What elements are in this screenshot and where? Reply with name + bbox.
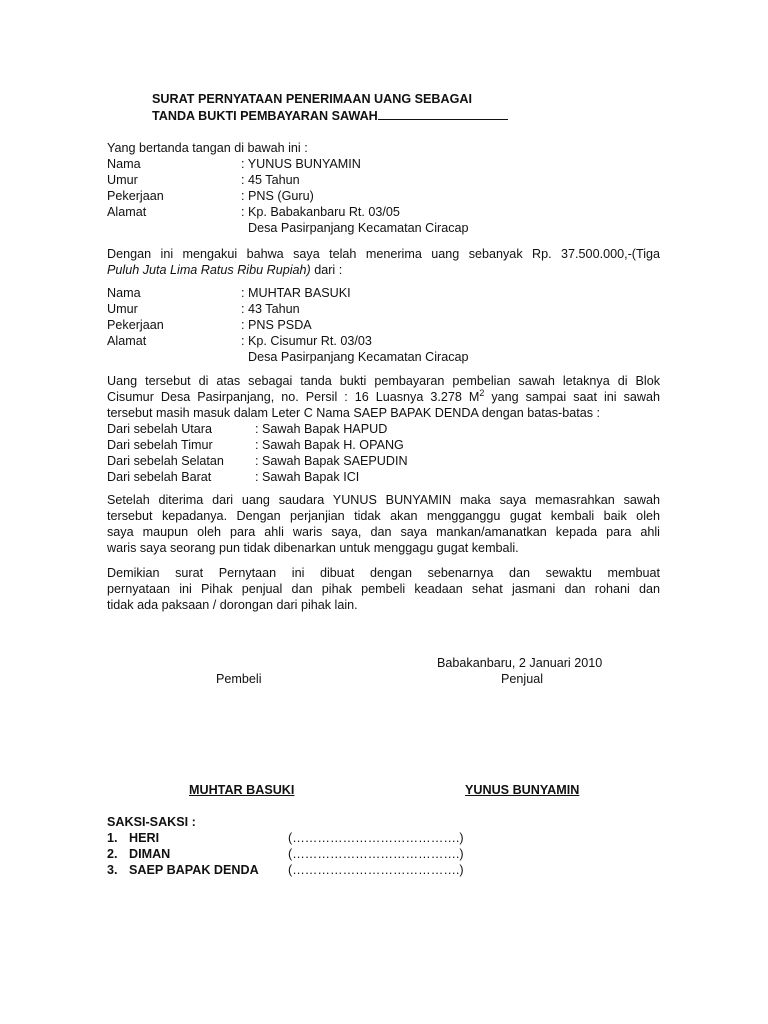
seller-value: : PNS (Guru)	[241, 189, 314, 203]
witness-signature-line: (………………………………….)	[288, 863, 464, 877]
buyer-signature-name: MUHTAR BASUKI	[189, 783, 295, 797]
handover-line-text: tersebut kepadanya. Dengan perjanjian tidak akan mengganggu gugat kembali baik oleh	[107, 509, 660, 523]
land-line1-text: Uang tersebut di atas sebagai tanda bukti pembayaran pembelian sawah letaknya di Blok	[107, 374, 660, 388]
document-title-line1: SURAT PERNYATAAN PENERIMAAN UANG SEBAGAI	[152, 92, 472, 106]
statement-line2	[107, 262, 342, 278]
closing-line	[107, 565, 660, 581]
closing-line-text: Demikian surat Pernytaan ini dibuat dengan sebenarnya dan sewaktu membuat	[107, 566, 660, 580]
statement-line2-rest: dari :	[310, 263, 343, 277]
intro-text: Yang bertanda tangan di bawah ini :	[107, 141, 308, 155]
buyer-value: : Kp. Cisumur Rt. 03/03	[241, 334, 372, 348]
handover-line-last: waris saya seorang pun tidak dibenarkan untuk menggagu gugat kembali.	[107, 541, 519, 555]
place-date: Babakanbaru, 2 Januari 2010	[437, 656, 603, 670]
buyer-label: Nama	[107, 286, 141, 300]
seller-value: : 45 Tahun	[241, 173, 300, 187]
handover-line	[107, 492, 660, 508]
statement-line1	[107, 246, 660, 262]
buyer-value: : 43 Tahun	[241, 302, 300, 316]
witness-name: SAEP BAPAK DENDA	[129, 863, 259, 877]
witness-number: 3.	[107, 863, 118, 877]
buyer-value: : PNS PSDA	[241, 318, 312, 332]
document-title-line2	[152, 107, 508, 124]
buyer-label: Alamat	[107, 334, 147, 348]
land-line1	[107, 373, 660, 389]
land-line2-text-a: Cisumur Desa Pasirpanjang, no. Persil : 16 Luasnya 3.278 M	[107, 390, 480, 404]
witness-name: HERI	[129, 831, 160, 845]
seller-role-label: Penjual	[501, 672, 544, 686]
border-label: Dari sebelah Selatan	[107, 454, 224, 468]
border-label: Dari sebelah Barat	[107, 470, 212, 484]
witness-name: DIMAN	[129, 847, 171, 861]
statement-line1-text: Dengan ini mengakui bahwa saya telah menerima uang sebanyak Rp. 37.500.000,-(Tiga	[107, 247, 660, 261]
closing-line-text: pernyataan ini Pihak penjual dan pihak pembeli keadaan sehat jasmani dan rohani dan	[107, 582, 660, 596]
square-superscript: 2	[479, 387, 485, 398]
border-value: : Sawah Bapak HAPUD	[255, 422, 388, 436]
land-line2	[107, 389, 660, 405]
buyer-label: Umur	[107, 302, 138, 316]
handover-line-text: Setelah diterima dari uang saudara YUNUS BUNYAMIN maka saya memasrahkan sawah	[107, 493, 660, 507]
witness-signature-line: (………………………………….)	[288, 831, 464, 845]
buyer-role-label: Pembeli	[216, 672, 262, 686]
border-value: : Sawah Bapak SAEPUDIN	[255, 454, 408, 468]
witness-signature-line: (………………………………….)	[288, 847, 464, 861]
buyer-address-line2: Desa Pasirpanjang Kecamatan Ciracap	[248, 350, 469, 364]
witness-number: 1.	[107, 831, 118, 845]
seller-value: : YUNUS BUNYAMIN	[241, 157, 361, 171]
seller-label: Alamat	[107, 205, 147, 219]
buyer-value: : MUHTAR BASUKI	[241, 286, 351, 300]
border-label: Dari sebelah Timur	[107, 438, 213, 452]
handover-line	[107, 524, 660, 540]
closing-line	[107, 581, 660, 597]
seller-value: : Kp. Babakanbaru Rt. 03/05	[241, 205, 400, 219]
handover-line-text: saya maupun oleh para ahli waris saya, dan saya mankan/amanatkan kepada para ahli	[107, 525, 660, 539]
seller-label: Umur	[107, 173, 138, 187]
buyer-label: Pekerjaan	[107, 318, 164, 332]
title-underline	[378, 107, 508, 120]
handover-line	[107, 508, 660, 524]
seller-label: Pekerjaan	[107, 189, 164, 203]
border-label: Dari sebelah Utara	[107, 422, 212, 436]
land-line3: tersebut masih masuk dalam Leter C Nama SAEP BAPAK DENDA dengan batas-batas :	[107, 406, 601, 420]
document-title-line2-text: TANDA BUKTI PEMBAYARAN SAWAH	[152, 109, 378, 123]
land-line2-text-b: yang sampai saat ini sawah	[484, 390, 660, 404]
seller-address-line2: Desa Pasirpanjang Kecamatan Ciracap	[248, 221, 469, 235]
witness-number: 2.	[107, 847, 118, 861]
amount-in-words: Puluh Juta Lima Ratus Ribu Rupiah)	[107, 263, 311, 277]
seller-signature-name: YUNUS BUNYAMIN	[465, 783, 580, 797]
border-value: : Sawah Bapak H. OPANG	[255, 438, 404, 452]
seller-label: Nama	[107, 157, 141, 171]
witnesses-heading: SAKSI-SAKSI :	[107, 815, 196, 829]
closing-line-last: tidak ada paksaan / dorongan dari pihak lain.	[107, 598, 358, 612]
border-value: : Sawah Bapak ICI	[255, 470, 360, 484]
